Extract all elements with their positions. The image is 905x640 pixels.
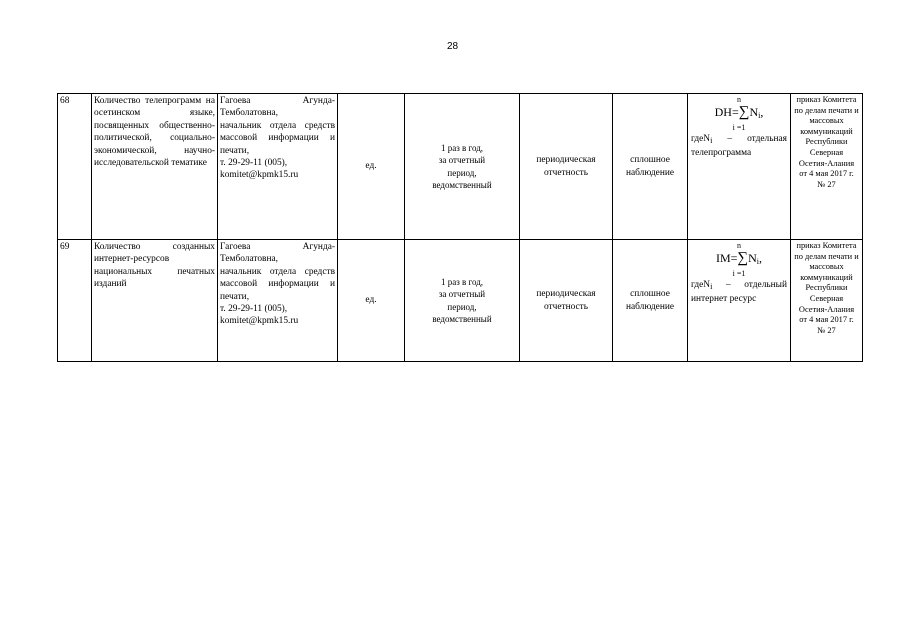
- formula-description: [691, 133, 787, 160]
- responsible-name: Гагоева Агунда-Темболатовна,: [220, 242, 335, 265]
- formula-subscript: i: [756, 257, 760, 266]
- responsible-phone: т. 29-29-11 (005),: [220, 304, 288, 315]
- formula-tail: ,: [759, 251, 763, 265]
- formula-description-rest: – отдельный интернет ресурс: [691, 280, 787, 305]
- responsible-email: komitet@kpmk15.ru: [220, 170, 299, 181]
- formula-lower-limit: i =1: [732, 269, 746, 278]
- document-line: по делам печати и: [794, 105, 859, 115]
- responsible-cell: [218, 94, 338, 240]
- period-line: 1 раз в год,: [440, 276, 484, 287]
- period-line: ведомственный: [432, 179, 492, 190]
- method-cell: [613, 240, 688, 362]
- indicators-table: [57, 93, 863, 362]
- table-row: [58, 94, 863, 240]
- source-line: периодическая: [536, 155, 596, 166]
- period-line: за отчетный: [438, 155, 486, 166]
- page-number: 28: [446, 41, 459, 52]
- formula-subscript: i: [758, 111, 761, 120]
- method-line: сплошное: [630, 155, 670, 166]
- method-line: наблюдение: [625, 301, 675, 312]
- document-line: Осетия-Алания: [798, 304, 855, 314]
- formula-description-lead: гдеN: [691, 280, 711, 290]
- formula-lhs: IM=: [715, 251, 738, 265]
- row-number: 69: [58, 240, 92, 362]
- formula-cell: [688, 94, 791, 240]
- document-line: Осетия-Алания: [798, 158, 855, 168]
- document-line: от 4 мая 2017 г.: [799, 315, 854, 325]
- document-line: № 27: [817, 325, 836, 335]
- source-line: отчетность: [543, 167, 589, 178]
- formula-cell: [688, 240, 791, 362]
- document-line: от 4 мая 2017 г.: [799, 169, 854, 179]
- period-line: ведомственный: [432, 313, 492, 324]
- method-cell: [613, 94, 688, 240]
- formula-description-subscript: i: [710, 136, 713, 145]
- responsible-position: начальник отдела средств массовой информации и печати,: [220, 266, 335, 302]
- formula-description-rest: – отдельная телепрограмма: [691, 134, 787, 159]
- formula-expression: [691, 105, 787, 123]
- source-line: периодическая: [536, 289, 596, 300]
- document-line: № 27: [817, 179, 836, 189]
- source-cell: [520, 240, 613, 362]
- document-line: приказ Комитета: [796, 241, 857, 250]
- period-line: период,: [447, 301, 477, 312]
- responsible-email: komitet@kpmk15.ru: [220, 316, 299, 327]
- document-cell: [791, 94, 863, 240]
- sigma-symbol: ∑: [737, 250, 749, 266]
- source-cell: [520, 94, 613, 240]
- responsible-name: Гагоева Агунда-Темболатовна,: [220, 96, 335, 119]
- period-cell: [405, 240, 520, 362]
- document-line: по делам печати и: [794, 251, 859, 261]
- unit-cell: ед.: [338, 240, 405, 362]
- responsible-phone: т. 29-29-11 (005),: [220, 158, 288, 169]
- period-line: 1 раз в год,: [440, 142, 484, 153]
- indicator-name: Количество телепрограмм на осетинском языке, посвященных общественно-политической, социально-экономической, научно-исследовательской тематике: [92, 94, 218, 240]
- method-line: наблюдение: [625, 167, 675, 178]
- formula-tail: ,: [760, 105, 764, 119]
- document-line: массовых коммуникаций Республики Северная: [800, 262, 853, 303]
- formula-variable: N: [749, 105, 759, 119]
- source-line: отчетность: [543, 301, 589, 312]
- document-line: массовых коммуникаций Республики Северная: [800, 116, 853, 157]
- document-line: приказ Комитета: [796, 95, 857, 104]
- table-row: [58, 240, 863, 362]
- formula-upper-limit: n: [737, 241, 741, 250]
- formula-expression: [691, 251, 787, 269]
- period-line: период,: [447, 167, 477, 178]
- method-line: сплошное: [630, 289, 670, 300]
- formula-description-subscript: i: [710, 282, 713, 291]
- period-line: за отчетный: [438, 289, 486, 300]
- formula-description-lead: гдеN: [691, 134, 711, 144]
- responsible-cell: [218, 240, 338, 362]
- sigma-symbol: ∑: [738, 104, 750, 120]
- formula-description: [691, 279, 787, 306]
- formula-variable: N: [748, 251, 757, 265]
- formula-lower-limit: i =1: [732, 123, 746, 132]
- formula-lhs: DH=: [714, 105, 739, 119]
- unit-cell: ед.: [338, 94, 405, 240]
- row-number: 68: [58, 94, 92, 240]
- document-cell: [791, 240, 863, 362]
- period-cell: [405, 94, 520, 240]
- responsible-position: начальник отдела средств массовой информации и печати,: [220, 120, 335, 156]
- formula-upper-limit: n: [737, 95, 741, 104]
- indicator-name: Количество созданных интернет-ресурсов национальных печатных изданий: [92, 240, 218, 362]
